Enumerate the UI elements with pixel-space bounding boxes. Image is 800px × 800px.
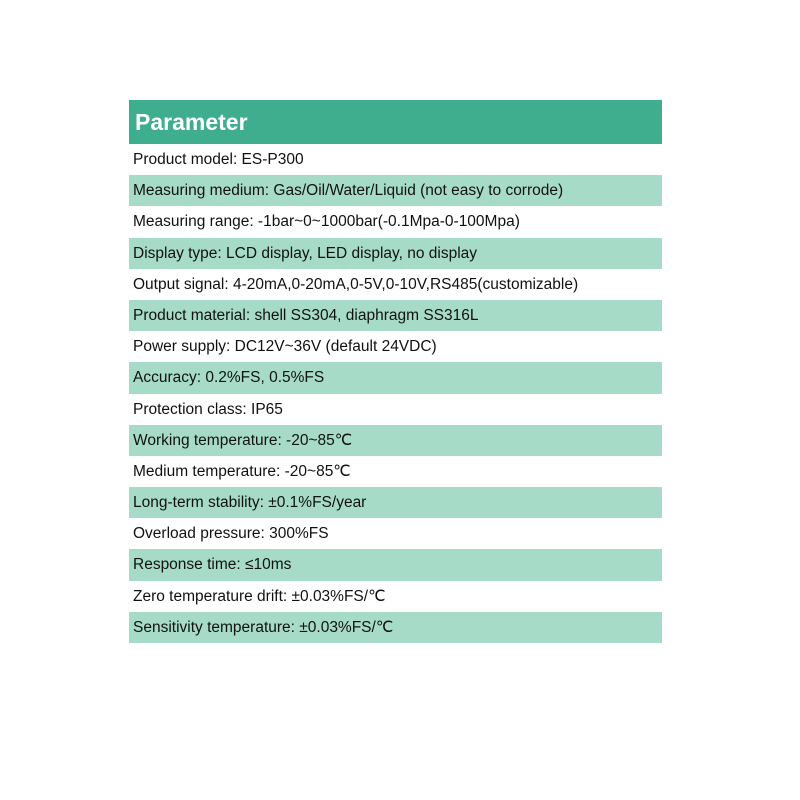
spec-row-display-type: Display type: LCD display, LED display, no display <box>129 238 662 269</box>
spec-row-sensitivity-temperature: Sensitivity temperature: ±0.03%FS/℃ <box>129 612 662 643</box>
spec-row-medium-temperature: Medium temperature: -20~85℃ <box>129 456 662 487</box>
parameter-table <box>129 100 662 643</box>
spec-row-product-material: Product material: shell SS304, diaphragm SS316L <box>129 300 662 331</box>
spec-row-working-temperature: Working temperature: -20~85℃ <box>129 425 662 456</box>
spec-row-accuracy: Accuracy: 0.2%FS, 0.5%FS <box>129 362 662 393</box>
spec-row-protection-class: Protection class: IP65 <box>129 394 662 425</box>
table-header: Parameter <box>129 100 662 144</box>
spec-row-long-term-stability: Long-term stability: ±0.1%FS/year <box>129 487 662 518</box>
spec-row-measuring-range: Measuring range: -1bar~0~1000bar(-0.1Mpa-0-100Mpa) <box>129 206 662 237</box>
spec-row-zero-temperature-drift: Zero temperature drift: ±0.03%FS/℃ <box>129 581 662 612</box>
spec-row-output-signal: Output signal: 4-20mA,0-20mA,0-5V,0-10V,RS485(customizable) <box>129 269 662 300</box>
spec-row-measuring-medium: Measuring medium: Gas/Oil/Water/Liquid (not easy to corrode) <box>129 175 662 206</box>
spec-row-product-model: Product model: ES-P300 <box>129 144 662 175</box>
spec-row-power-supply: Power supply: DC12V~36V (default 24VDC) <box>129 331 662 362</box>
spec-row-overload-pressure: Overload pressure: 300%FS <box>129 518 662 549</box>
spec-row-response-time: Response time: ≤10ms <box>129 549 662 580</box>
